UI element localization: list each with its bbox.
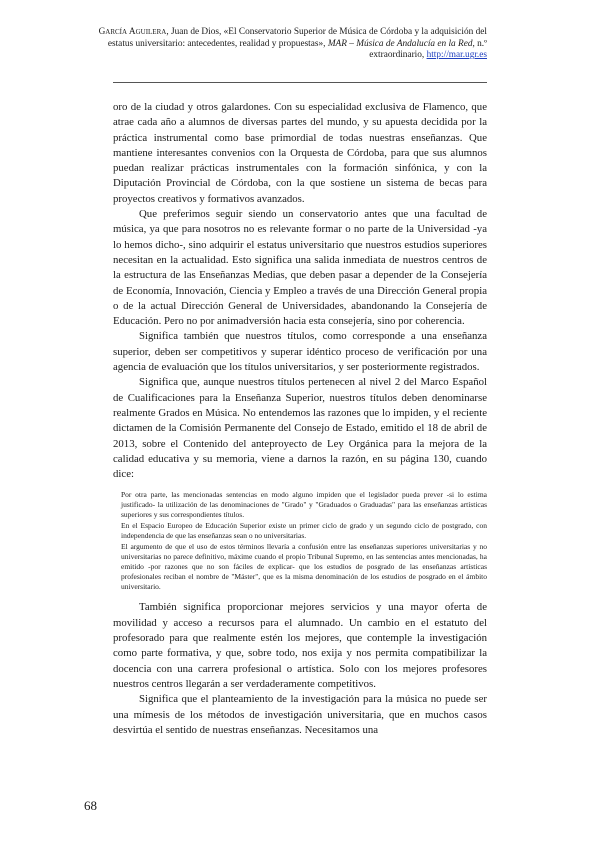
header-journal: MAR – Música de Andalucía en la Red (327, 38, 473, 49)
header-citation: , Juan de Dios, «El Conservatorio Superior de Música de Córdoba y la adquisición del estatus universitario: antecedentes, realidad y propuestas», (107, 27, 487, 49)
block-quote (121, 490, 487, 592)
main-text (113, 100, 487, 738)
paragraph: Significa que, aunque nuestros títulos pertenecen al nivel 2 del Marco Español de Cualificaciones para la Enseñanza Superior, nuestros títulos deben denominarse realmente Grados en Música. No entendemos las razones que lo impiden, y el reciente dictamen de la Comisión Permanente del Consejo de Estado, emitido el 18 de abril de 2013, sobre el Contenido del anteproyecto de Ley Orgánica para la mejora de la calidad educativa y su memoria, viene a darnos la razón, en su página 130, cuando dice: (113, 376, 487, 481)
paragraph: También significa proporcionar mejores servicios y una mayor oferta de movilidad y acceso a recursos para el alumnado. Un cambio en el estatuto del profesorado para que realmente estén los mejores, que contemple la investigación como parte formativa, y que, sobre todo, nos exija y nos permita compatibilizar la docencia con una carrera profesional o artística. Solo con los mejores profesores nuestros centros llegarán a ser verdaderamente competitivos. (113, 601, 487, 690)
paragraph: Significa también que nuestros títulos, como corresponde a una enseñanza superior, deben ser competitivos y superar idéntico proceso de verificación por una agencia de evaluación que los títulos universitarios, y ser posteriormente registrados. (113, 330, 487, 374)
quote-paragraph: El argumento de que el uso de estos términos llevaría a confusión entre las enseñanzas superiores universitarias y no universitarias no parece definitivo, máxime cuando el propio Tribunal Supremo, en las sentencias antes mencionadas, ha emitido -por razones que no son fáciles de explicar- que los estudios de posgrado de las enseñanzas artísticas profesionales reciban el nombre de "Máster", que es la misma denominación de los estudios de posgrado en el ámbito universitario. (121, 542, 487, 592)
header-author: García Aguilera (98, 27, 167, 37)
quote-paragraph: Por otra parte, las mencionadas sentencias en modo alguno impiden que el legislador pueda prever -si lo estima justificado- la utilización de las denominaciones de "Grado" y "Graduados o Graduadas" para las enseñanzas artísticas superiores y sus correspondientes títulos. (121, 490, 487, 520)
page-number: 68 (84, 798, 97, 813)
header-link[interactable]: http://mar.ugr.es (426, 50, 487, 61)
header-divider (113, 82, 487, 83)
paragraph: Significa que el planteamiento de la investigación para la música no puede ser una mímesis de los métodos de investigación universitaria, que en muchos casos desvirtúa el sentido de nuestras enseñanzas. Necesitamos una (113, 693, 487, 736)
header-issue: , n.º extraordinario, (369, 38, 487, 61)
quote-paragraph: En el Espacio Europeo de Educación Superior existe un primer ciclo de grado y un segundo ciclo de postgrado, con independencia de que las enseñanzas sean o no universitarias. (121, 521, 487, 541)
paragraph: oro de la ciudad y otros galardones. Con su especialidad exclusiva de Flamenco, que atrae cada año a alumnos de diversas partes del mundo, y su apuesta decidida por la práctica instrumental como base primordial de todas nuestras enseñanzas. Que mantiene interesantes convenios con la Orquesta de Córdoba, para que sus alumnos puedan realizar prácticas instrumentales con la formación sinfónica, y con la Diputación Provincial de Córdoba, con la que sostiene un sistema de becas para proyectos creativos y formativos avanzados. (113, 101, 487, 205)
running-header (87, 27, 487, 62)
paragraph: Que preferimos seguir siendo un conservatorio antes que una facultad de música, ya que para nosotros no es relevante formar o no parte de la Universidad -ya lo hemos dicho-, sino adquirir el estatus universitario que nuestros estudios superiores necesitan en la actualidad. Esto significa una salida inmediata de nuestros centros de la estructura de las Enseñanzas Medias, que deben pasar a depender de la Consejería de Economía, Innovación, Ciencia y Empleo a través de una Dirección General propia o de la actual Dirección General de Universidades, abandonando la Consejería de Educación. Pero no por animadversión hacia esta consejería, sino por coherencia. (113, 208, 487, 328)
